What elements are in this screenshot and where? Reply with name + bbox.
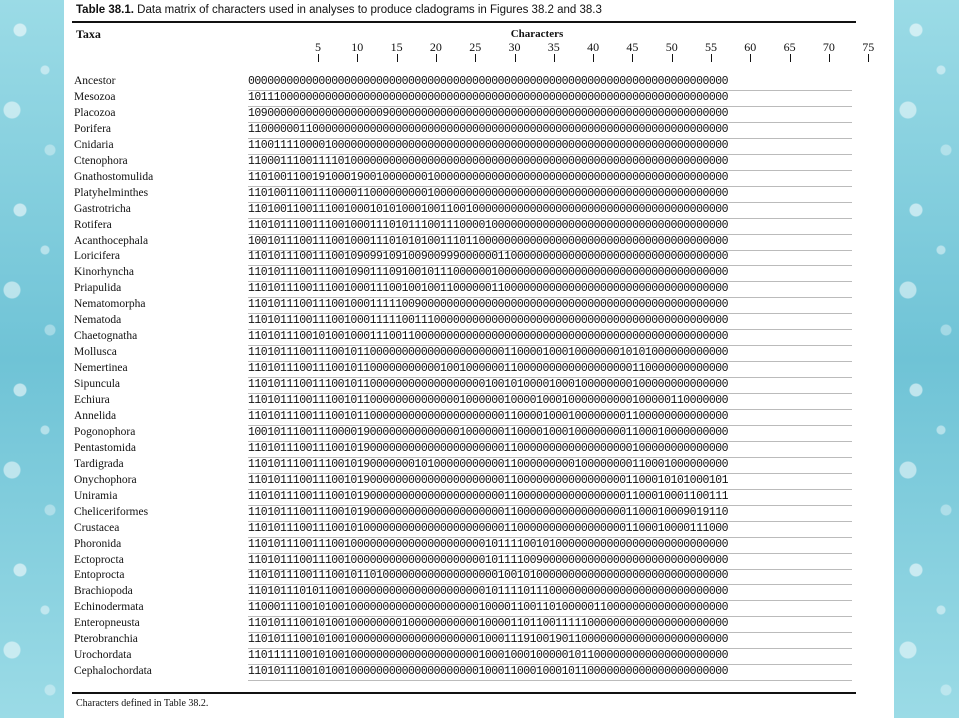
tick-label: 75: [862, 40, 875, 54]
table-row: [64, 171, 894, 187]
taxon-name: Acanthocephala: [74, 234, 149, 247]
table-row: [64, 346, 894, 362]
tick-label: 55: [705, 40, 717, 54]
taxon-name: Cephalochordata: [74, 665, 152, 678]
taxon-name: Platyhelminthes: [74, 186, 149, 199]
table-row: [64, 362, 894, 378]
taxon-name: Mesozoa: [74, 90, 116, 103]
bottom-rule: [72, 692, 856, 694]
character-states: 110101110011100101100000000000000100000010000100010000000000100000110000000: [248, 394, 729, 407]
table-row: [64, 554, 894, 570]
character-states: 110101110011100101000000000000000000000011000000000000000001100010000111000: [248, 521, 729, 535]
tick-mark: [750, 54, 751, 62]
character-states: 100101110011100001900000000000000100000011000010001000000001100010000000000: [248, 425, 729, 439]
character-states: 110101110011100101900000000000000000000011000000000000000001100010009019110: [248, 505, 729, 519]
taxa-column-header: Taxa: [76, 27, 101, 41]
taxon-name: Sipuncula: [74, 378, 120, 391]
table-row: [64, 458, 894, 474]
character-states: 110101110011100109011109100101110000001000000000000000000000000000000000000: [248, 266, 729, 280]
table-row: [64, 490, 894, 506]
tick-label: 65: [783, 40, 796, 54]
tick-mark: [790, 54, 791, 62]
character-states: 110101110011100100000000000000000000010111100101000000000000000000000000000: [248, 537, 729, 551]
taxon-name: Enteropneusta: [74, 617, 140, 630]
taxon-name: Entoprocta: [74, 569, 125, 582]
taxon-name: Nematoda: [74, 314, 122, 327]
table-row: [64, 139, 894, 155]
taxon-name: Echinodermata: [74, 601, 144, 614]
table-row: [64, 330, 894, 346]
table-row: [64, 298, 894, 314]
taxon-name: Brachiopoda: [74, 585, 133, 598]
characters-column-header: Characters: [510, 28, 564, 40]
taxon-name: Kinorhyncha: [74, 266, 135, 279]
character-states: 110101110011100101100000000000100100000011000000000000000000110000000000000: [248, 362, 729, 376]
tick-label: 45: [626, 40, 639, 54]
top-rule: [72, 21, 856, 23]
tick-label: 30: [508, 40, 521, 54]
character-states: 110101110011100101101000000000000000000100101000000000000000000000000000000: [248, 569, 729, 583]
taxon-name: Cheliceriformes: [74, 505, 149, 518]
tick-label: 15: [390, 40, 403, 54]
taxon-name: Ancestor: [74, 75, 116, 87]
table-row: [64, 617, 894, 633]
tick-mark: [711, 54, 712, 62]
tick-mark: [593, 54, 594, 62]
character-states: 110101110011100101900000000000000000000011000000000000000001100010101000101: [248, 473, 729, 487]
table-row: [64, 91, 894, 107]
tick-mark: [554, 54, 555, 62]
tick-label: 5: [315, 40, 321, 54]
character-states: 110101110011100100011100100100110000001100000000000000000000000000000000000: [248, 282, 729, 296]
tick-label: 60: [744, 40, 757, 54]
taxon-name: Pogonophora: [74, 425, 136, 438]
character-states: 110100110019100019001000000010000000000000000000000000000000000000000000000: [248, 170, 729, 184]
taxon-name: Annelida: [74, 409, 117, 422]
tick-mark: [672, 54, 673, 62]
character-states: 110101110010100100000000000000000000100011191001901100000000000000000000000: [248, 633, 729, 647]
table-row: [64, 75, 894, 91]
character-states: 110101110011100100000000000000000000010111100900000000000000000000000000000: [248, 553, 729, 567]
character-states: 110101110011100101900000000000000000000011000000000000000001100010001100111: [248, 489, 729, 503]
character-states: 110101110011100101900000000000000000000011000000000000000000100000000000000: [248, 441, 729, 455]
taxon-name: Ctenophora: [74, 154, 128, 167]
taxon-name: Rotifera: [74, 218, 112, 231]
tick-label: 70: [822, 40, 835, 54]
tick-label: 10: [351, 40, 364, 54]
character-states: 110101110011100101100000000000000000000011000010001000000001100000000000000: [248, 409, 729, 423]
character-states: 110101110010100100011100110000000000000000000000000000000000000000000000000: [248, 330, 729, 344]
character-states: 110101110101100100000000000000000000010111101110000000000000000000000000000: [248, 585, 729, 599]
character-states: 110101110011100101100000000000000000010010100001000100000000100000000000000: [248, 378, 729, 392]
table-row: [64, 203, 894, 219]
table-row: [64, 155, 894, 171]
table-row: [64, 442, 894, 458]
table-row: [64, 522, 894, 538]
taxon-name: Uniramia: [74, 489, 118, 502]
tick-mark: [357, 54, 358, 62]
character-states: 110001110011110100000000000000000000000000000000000000000000000000000000000: [248, 154, 729, 168]
taxon-name: Crustacea: [74, 521, 120, 534]
tick-mark: [515, 54, 516, 62]
table-row: [64, 410, 894, 426]
tick-mark: [868, 54, 869, 62]
character-states: 110000001100000000000000000000000000000000000000000000000000000000000000000: [248, 122, 729, 136]
table-row: [64, 235, 894, 251]
tick-label: 50: [665, 40, 678, 54]
character-states: 100101110011100100011101010100111011000000000000000000000000000000000000000: [248, 234, 729, 248]
taxon-name: Porifera: [74, 122, 112, 135]
character-states: 110101110011100101100000000000000000000011000010001000000010101000000000000: [248, 346, 729, 360]
character-states: 110101110011100100011101011100111000010000000000000000000000000000000000000: [248, 218, 729, 232]
document-page: [64, 0, 894, 718]
character-states: 110101110010100100000000100000000000100001101100111110000000000000000000000: [248, 617, 729, 631]
table-row: [64, 282, 894, 298]
table-row: [64, 266, 894, 282]
table-row: [64, 649, 894, 665]
taxon-name: Ectoprocta: [74, 553, 124, 566]
table-row: [64, 538, 894, 554]
table-row: [64, 506, 894, 522]
tick-mark: [397, 54, 398, 62]
character-states: 110111110010100100000000000000000000100010001000001011000000000000000000000: [248, 649, 729, 663]
taxon-name: Onychophora: [74, 473, 137, 486]
taxon-name: Placozoa: [74, 106, 116, 119]
table-row: [64, 665, 894, 681]
character-states: 110101110011100109099109100900999000000110000000000000000000000000000000000: [248, 250, 729, 264]
table-number: Table 38.1.: [76, 4, 134, 16]
tick-label: 25: [469, 40, 482, 54]
character-states: 101110000000000000000000000000000000000000000000000000000000000000000000000: [248, 90, 729, 104]
tick-label: 20: [429, 40, 442, 54]
character-states: 110101110010100100000000000000000000100011000100010110000000000000000000000: [248, 665, 729, 679]
table-row: [64, 601, 894, 617]
table-row: [64, 585, 894, 601]
table-row: [64, 123, 894, 139]
taxon-name: Nematomorpha: [74, 298, 146, 311]
character-states: 110001110010100100000000000000000000100001100110100000110000000000000000000: [248, 601, 729, 615]
character-states: 110100110011100100010101000100110010000000000000000000000000000000000000000: [248, 202, 729, 216]
table-row: [64, 187, 894, 203]
table-row: [64, 394, 894, 410]
taxon-name: Urochordata: [74, 649, 132, 662]
tick-mark: [632, 54, 633, 62]
character-states: 110101110011100100011111001110000000000000000000000000000000000000000000000: [248, 314, 729, 328]
taxon-name: Pterobranchia: [74, 633, 138, 646]
table-row: [64, 378, 894, 394]
character-states: 000000000000000000000000000000000000000000000000000000000000000000000000000: [248, 75, 729, 88]
table-title: [76, 4, 602, 16]
table-row: [64, 474, 894, 490]
tick-mark: [436, 54, 437, 62]
table-row: [64, 219, 894, 235]
taxon-name: Loricifera: [74, 250, 120, 263]
taxon-name: Mollusca: [74, 346, 117, 359]
table-row: [64, 569, 894, 585]
table-row: [64, 314, 894, 330]
table-caption: Data matrix of characters used in analyses to produce cladograms in Figures 38.2 and 38.3: [137, 4, 602, 16]
taxon-name: Priapulida: [74, 282, 122, 295]
tick-mark: [829, 54, 830, 62]
table-row: [64, 633, 894, 649]
table-row: [64, 107, 894, 123]
table-row: [64, 250, 894, 266]
table-row: [64, 426, 894, 442]
tick-label: 40: [587, 40, 600, 54]
character-states: 110101110011100101900000001010000000000011000000000100000000110001000000000: [248, 457, 729, 471]
taxon-name: Gnathostomulida: [74, 170, 154, 183]
row-underline: [248, 680, 852, 681]
taxon-name: Chaetognatha: [74, 330, 138, 343]
taxon-name: Tardigrada: [74, 457, 124, 470]
taxon-name: Echiura: [74, 394, 110, 406]
tick-mark: [475, 54, 476, 62]
taxon-name: Cnidaria: [74, 138, 114, 151]
character-states: 110101110011100100011111009000000000000000000000000000000000000000000000000: [248, 298, 729, 312]
character-states: 109000000000000000000900000000000000000000000000000000000000000000000000000: [248, 106, 729, 120]
taxon-name: Nemertinea: [74, 362, 128, 375]
tick-mark: [318, 54, 319, 62]
taxon-name: Pentastomida: [74, 441, 136, 454]
footnote: Characters defined in Table 38.2.: [76, 698, 209, 709]
taxon-name: Phoronida: [74, 537, 122, 550]
character-states: 110011110000100000000000000000000000000000000000000000000000000000000000000: [248, 138, 729, 152]
tick-label: 35: [547, 40, 560, 54]
character-states: 110100110011100001100000000010000000000000000000000000000000000000000000000: [248, 186, 729, 200]
taxon-name: Gastrotricha: [74, 202, 131, 215]
